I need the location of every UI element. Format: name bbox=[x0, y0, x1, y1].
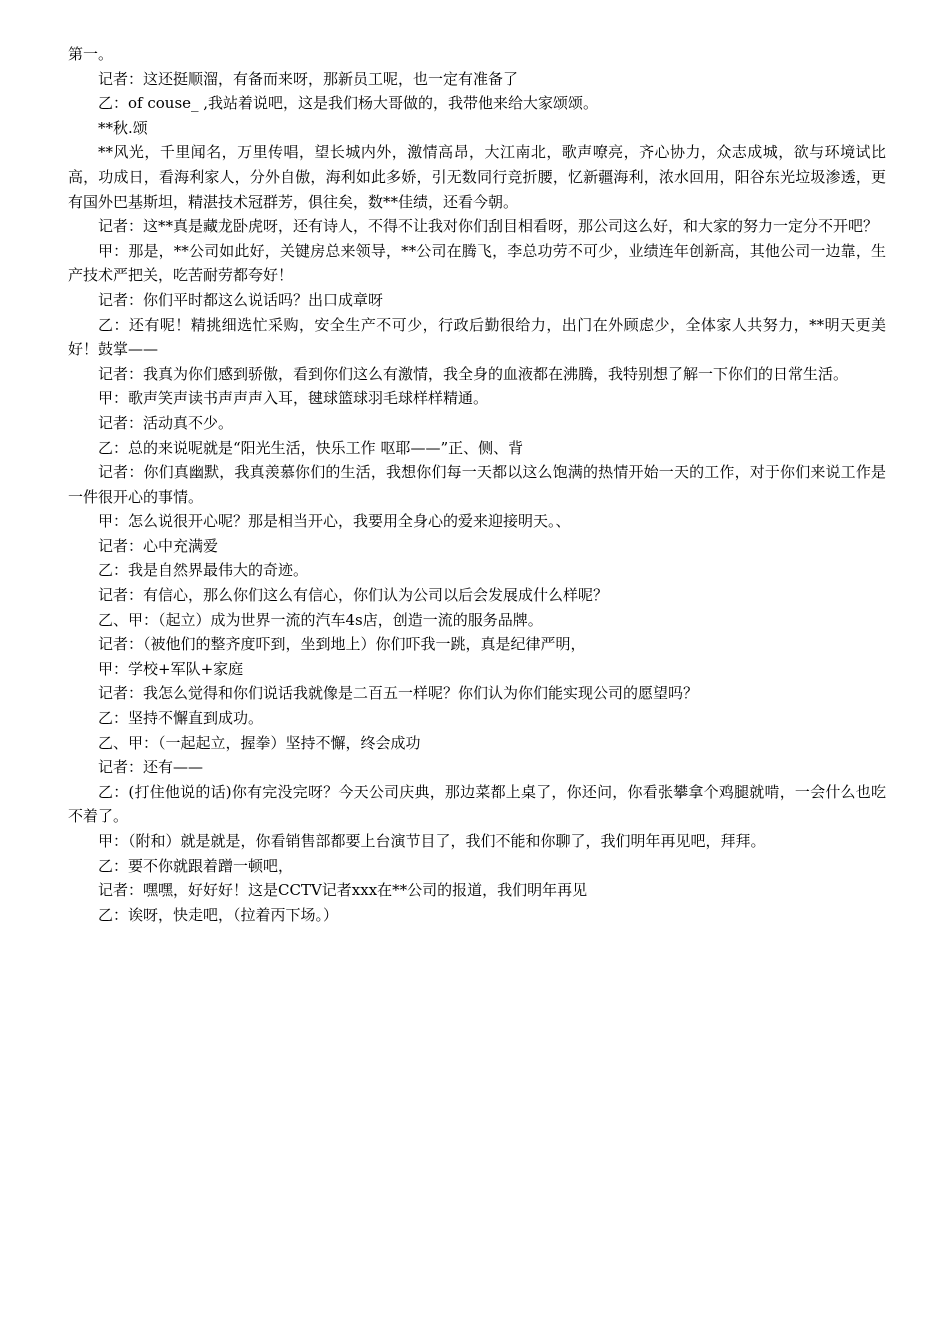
paragraph: 乙：还有呢！精挑细选忙采购，安全生产不可少，行政后勤很给力，出门在外顾虑少，全体家人共努力，**明天更美好！鼓掌—— bbox=[68, 315, 886, 359]
paragraph: 甲：怎么说很开心呢？那是相当开心，我要用全身心的爱来迎接明天。、 bbox=[98, 512, 571, 531]
paragraph: 记者：我怎么觉得和你们说话我就像是二百五一样呢？你们认为你们能实现公司的愿望吗？ bbox=[98, 684, 699, 703]
paragraph: 记者：这还挺顺溜，有备而来呀，那新员工呢，也一定有准备了 bbox=[98, 69, 519, 88]
paragraph: 甲：（附和）就是就是，你看销售部都要上台演节目了，我们不能和你聊了，我们明年再见吧，拜拜。 bbox=[98, 832, 766, 850]
paragraph: 乙、甲：（一起起立，握拳）坚持不懈，终会成功 bbox=[98, 733, 421, 752]
paragraph: 乙：(打住他说的话)你有完没完呀？今天公司庆典，那边菜都上桌了，你还问，你看张攀拿个鸡腿就啃，一会什么也吃不着了。 bbox=[68, 782, 886, 826]
paragraph: 记者：我真为你们感到骄傲，看到你们这么有激情，我全身的血液都在沸腾，我特别想了解一下你们的日常生活。 bbox=[98, 364, 849, 383]
document-page bbox=[68, 42, 886, 927]
paragraph: 乙：总的来说呢就是“阳光生活，快乐工作 呕耶——”正、侧、背 bbox=[98, 438, 524, 457]
paragraph: **秋.颂 bbox=[98, 118, 148, 137]
paragraph: 乙、甲：（起立）成为世界一流的汽车4s店，创造一流的服务品牌。 bbox=[98, 610, 543, 629]
paragraph: 乙：坚持不懈直到成功。 bbox=[98, 709, 264, 728]
paragraph: 记者：有信心，那么你们这么有信心，你们认为公司以后会发展成什么样呢？ bbox=[98, 586, 609, 605]
paragraph: 记者：还有—— bbox=[98, 758, 204, 777]
paragraph: 乙：要不你就跟着蹭一顿吧， bbox=[98, 856, 294, 875]
paragraph: 乙：我是自然界最伟大的奇迹。 bbox=[98, 561, 309, 580]
paragraph: 记者：（被他们的整齐度吓到，坐到地上）你们吓我一跳，真是纪律严明， bbox=[98, 635, 586, 654]
paragraph: 记者：心中充满爱 bbox=[98, 536, 219, 555]
paragraph: 记者：活动真不少。 bbox=[98, 413, 234, 432]
paragraph: 甲：那是，**公司如此好，关键房总来领导，**公司在腾飞，李总功劳不可少，业绩连年创新高，其他公司一边靠，生产技术严把关，吃苦耐劳都夸好！ bbox=[68, 241, 886, 285]
paragraph: 记者：你们真幽默，我真羡慕你们的生活，我想你们每一天都以这么饱满的热情开始一天的工作，对于你们来说工作是一件很开心的事情。 bbox=[68, 463, 886, 506]
paragraph: 记者：这**真是藏龙卧虎呀，还有诗人，不得不让我对你们刮目相看呀，那公司这么好，和大家的努力一定分不开吧？ bbox=[98, 217, 879, 236]
paragraph: 第一。 bbox=[68, 45, 114, 63]
paragraph: **风光，千里闻名，万里传唱，望长城内外，激情高昂，大江南北，歌声嘹亮，齐心协力，众志成城，欲与环境试比高，功成日，看海利家人，分外自傲，海利如此多娇，引无数同行竞折腰，忆新疆海利，浓水回用，阳谷东光垃圾渗透，更有国外巴基斯坦，精湛技术冠群芳，俱往矣，数**佳绩，还看今朝。 bbox=[68, 143, 886, 211]
paragraph: 甲：歌声笑声读书声声声入耳，毽球篮球羽毛球样样精通。 bbox=[98, 389, 489, 408]
paragraph: 记者：嘿嘿，好好好！这是CCTV记者xxx在**公司的报道，我们明年再见 bbox=[98, 881, 588, 900]
paragraph: 甲：学校+军队+家庭 bbox=[98, 659, 244, 678]
paragraph: 乙：of couse_ ,我站着说吧，这是我们杨大哥做的，我带他来给大家颂颂。 bbox=[98, 94, 599, 113]
paragraph: 记者：你们平时都这么说话吗？出口成章呀 bbox=[98, 290, 384, 309]
paragraph: 乙：诶呀，快走吧，（拉着丙下场。） bbox=[98, 905, 339, 924]
